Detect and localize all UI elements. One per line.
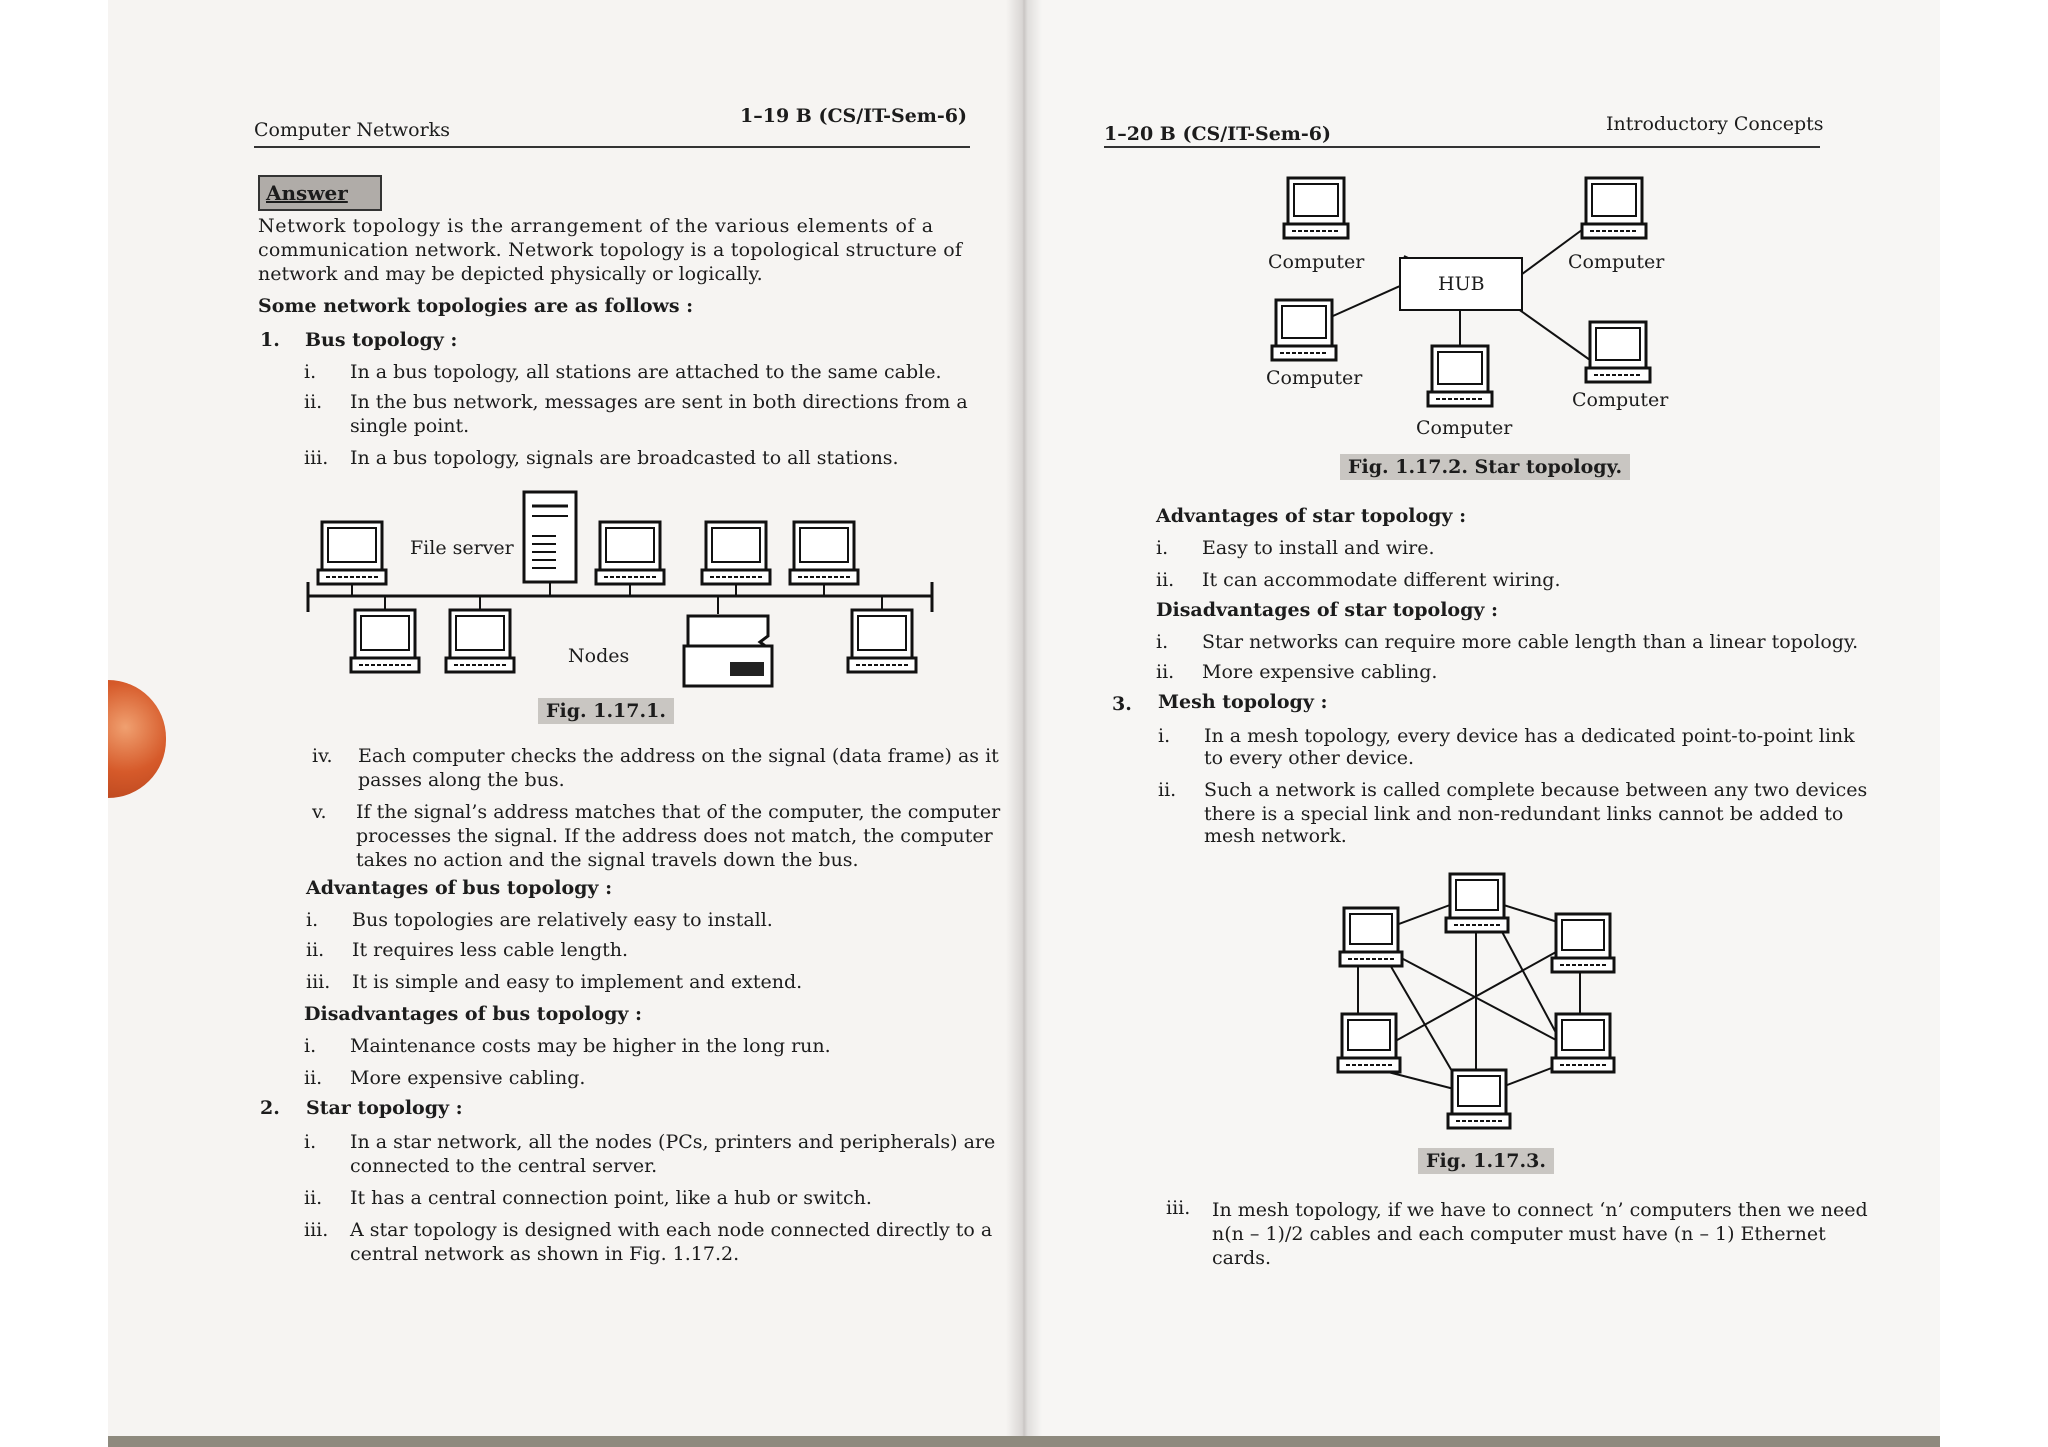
mesh-point-text: cards.: [1212, 1247, 1272, 1269]
computer-icon: [1582, 178, 1646, 238]
bus-adv-text: It is simple and easy to implement and extend.: [352, 971, 803, 993]
computer-icon: [1586, 322, 1650, 382]
mesh-point-num: ii.: [1158, 779, 1177, 801]
mesh-point-text: mesh network.: [1204, 825, 1347, 847]
mesh-topology-figure: [1330, 868, 1640, 1138]
bus-point-num: iv.: [312, 745, 333, 767]
star-topology-figure: [1250, 170, 1700, 450]
bus-adv-text: Bus topologies are relatively easy to install.: [352, 909, 773, 931]
star-disadv-num: ii.: [1156, 661, 1175, 683]
fig-1-17-3-caption: Fig. 1.17.3.: [1418, 1148, 1554, 1174]
bus-adv-text: It requires less cable length.: [352, 939, 629, 961]
star-adv-num: i.: [1156, 537, 1169, 559]
bus-point-text: single point.: [350, 415, 470, 437]
bus-point-num: v.: [312, 801, 327, 823]
bus-disadv-num: ii.: [304, 1067, 323, 1089]
mesh-point-text: Such a network is called complete because between any two devices: [1204, 779, 1868, 801]
computer-icon: [318, 522, 386, 584]
computer-icon: [1340, 908, 1402, 966]
computer-icon: [1552, 1014, 1614, 1072]
computer-icon: [1338, 1014, 1400, 1072]
star-disadv-text: Star networks can require more cable length than a linear topology.: [1202, 631, 1859, 653]
mesh-point-num: i.: [1158, 725, 1171, 747]
bus-adv-num: i.: [306, 909, 319, 931]
computer-label: Computer: [1568, 251, 1665, 273]
bus-point-text: passes along the bus.: [358, 769, 565, 791]
hub-label: HUB: [1438, 273, 1485, 295]
computer-label: Computer: [1572, 389, 1669, 411]
bus-point-text: processes the signal. If the address does not match, the computer: [356, 825, 993, 847]
star-point-num: ii.: [304, 1187, 323, 1209]
star-disadv-num: i.: [1156, 631, 1169, 653]
computer-icon: [1284, 178, 1348, 238]
star-disadv-heading: Disadvantages of star topology :: [1156, 599, 1499, 621]
mesh-num: 3.: [1112, 693, 1132, 715]
bus-heading: Bus topology :: [305, 329, 458, 351]
mesh-point-num: iii.: [1166, 1197, 1191, 1219]
computer-icon: [702, 522, 770, 584]
right-header-rule: [1104, 146, 1820, 148]
computer-icon: [1272, 300, 1336, 360]
intro-line-3: network and may be depicted physically or logically.: [258, 263, 763, 285]
bus-point-num: i.: [304, 361, 317, 383]
fig-1-17-1-caption: Fig. 1.17.1.: [538, 698, 674, 724]
book-gutter: [1006, 0, 1042, 1447]
right-header-page: 1–20 B (CS/IT-Sem-6): [1104, 123, 1331, 145]
bus-point-text: In the bus network, messages are sent in both directions from a: [350, 391, 968, 413]
computer-icon: [351, 610, 419, 672]
computer-icon: [790, 522, 858, 584]
star-adv-text: Easy to install and wire.: [1202, 537, 1435, 559]
bus-point-num: iii.: [304, 447, 329, 469]
right-header-title: Introductory Concepts: [1606, 113, 1824, 135]
mesh-point-text: n(n – 1)/2 cables and each computer must have (n – 1) Ethernet: [1212, 1223, 1826, 1245]
printer-icon: [684, 616, 772, 686]
computer-icon: [596, 522, 664, 584]
computer-icon: [1448, 1070, 1510, 1128]
computer-label: Computer: [1268, 251, 1365, 273]
star-point-text: It has a central connection point, like a hub or switch.: [350, 1187, 872, 1209]
bus-adv-num: iii.: [306, 971, 331, 993]
bus-point-text: takes no action and the signal travels down the bus.: [356, 849, 859, 871]
computer-label: Computer: [1266, 367, 1363, 389]
star-num: 2.: [260, 1097, 280, 1119]
computer-icon: [1446, 874, 1508, 932]
bus-adv-num: ii.: [306, 939, 325, 961]
star-point-num: i.: [304, 1131, 317, 1153]
mesh-point-text: to every other device.: [1204, 747, 1415, 769]
star-adv-text: It can accommodate different wiring.: [1202, 569, 1561, 591]
star-adv-heading: Advantages of star topology :: [1156, 505, 1467, 527]
star-adv-num: ii.: [1156, 569, 1175, 591]
answer-label: Answer: [258, 175, 382, 211]
star-point-text: In a star network, all the nodes (PCs, printers and peripherals) are: [350, 1131, 996, 1153]
bus-disadv-text: More expensive cabling.: [350, 1067, 586, 1089]
bus-disadv-text: Maintenance costs may be higher in the long run.: [350, 1035, 831, 1057]
computer-icon: [1428, 346, 1492, 406]
nodes-label: Nodes: [568, 645, 630, 667]
bus-point-text: If the signal’s address matches that of the computer, the computer: [356, 801, 1001, 823]
topologies-heading: Some network topologies are as follows :: [258, 295, 694, 317]
left-header-rule: [254, 146, 970, 148]
bus-point-text: In a bus topology, all stations are attached to the same cable.: [350, 361, 942, 383]
bus-disadv-heading: Disadvantages of bus topology :: [304, 1003, 643, 1025]
computer-icon: [1552, 914, 1614, 972]
bottom-edge: [108, 1436, 1940, 1447]
mesh-point-text: In mesh topology, if we have to connect ‘n’ computers then we need: [1212, 1199, 1868, 1221]
mesh-point-text: there is a special link and non-redundant links cannot be added to: [1204, 803, 1844, 825]
bus-adv-heading: Advantages of bus topology :: [306, 877, 613, 899]
computer-icon: [848, 610, 916, 672]
computer-label: Computer: [1416, 417, 1513, 439]
bus-point-num: ii.: [304, 391, 323, 413]
bus-topology-figure: [300, 486, 940, 686]
bus-disadv-num: i.: [304, 1035, 317, 1057]
star-point-num: iii.: [304, 1219, 329, 1241]
left-header-page: 1–19 B (CS/IT-Sem-6): [740, 105, 967, 127]
file-server-icon: [524, 492, 576, 582]
star-disadv-text: More expensive cabling.: [1202, 661, 1438, 683]
mesh-point-text: In a mesh topology, every device has a dedicated point-to-point link: [1204, 725, 1855, 747]
bus-point-text: Each computer checks the address on the signal (data frame) as it: [358, 745, 999, 767]
star-point-text: central network as shown in Fig. 1.17.2.: [350, 1243, 740, 1265]
bus-num: 1.: [260, 329, 280, 351]
star-point-text: connected to the central server.: [350, 1155, 658, 1177]
file-server-label: File server: [410, 537, 514, 559]
left-header-title: Computer Networks: [254, 119, 450, 141]
intro-line-2: communication network. Network topology is a topological structure of: [258, 239, 963, 261]
mesh-heading: Mesh topology :: [1158, 691, 1328, 713]
star-point-text: A star topology is designed with each node connected directly to a: [350, 1219, 993, 1241]
fig-1-17-2-caption: Fig. 1.17.2. Star topology.: [1340, 454, 1630, 480]
bus-point-text: In a bus topology, signals are broadcasted to all stations.: [350, 447, 899, 469]
intro-line-1: Network topology is the arrangement of the various elements of a: [258, 215, 934, 237]
computer-icon: [446, 610, 514, 672]
star-heading: Star topology :: [306, 1097, 463, 1119]
